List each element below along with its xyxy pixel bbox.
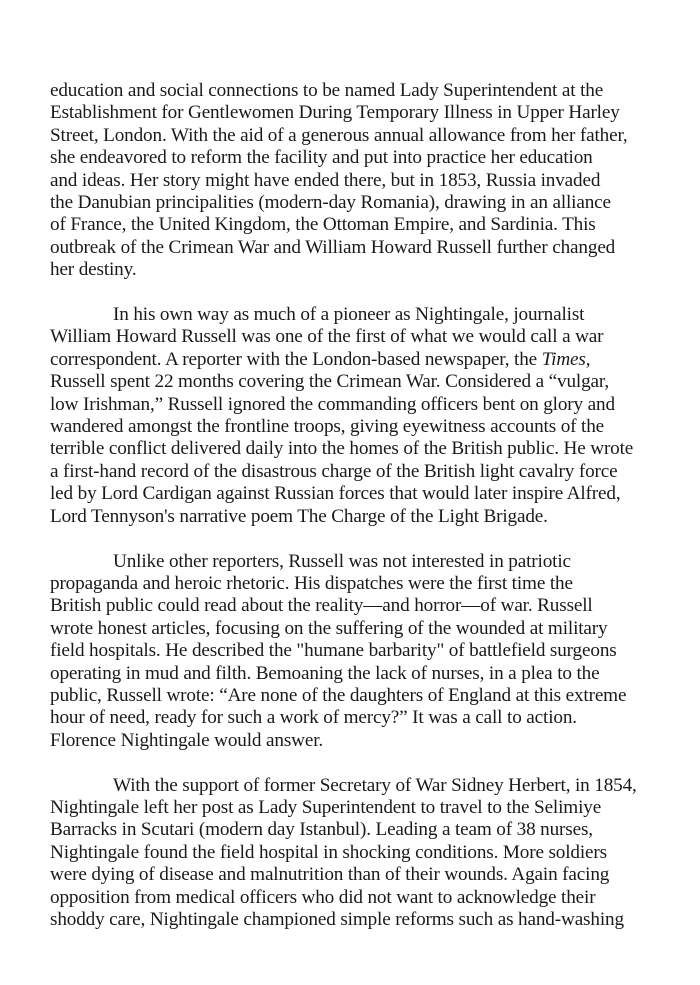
text-line: Nightingale found the field hospital in shocking conditions. More soldiers (50, 841, 607, 863)
text-line: Florence Nightingale would answer. (50, 729, 324, 751)
text-line: British public could read about the reality—and horror—of war. Russell (50, 595, 593, 617)
text-line: a first-hand record of the disastrous charge of the British light cavalry force (50, 460, 618, 482)
paragraph-1 (50, 80, 670, 282)
text-line: operating in mud and filth. Bemoaning the lack of nurses, in a plea to the (50, 662, 600, 684)
text-line: William Howard Russell was one of the first of what we would call a war (50, 326, 604, 348)
text-line: the Danubian principalities (modern-day Romania), drawing in an alliance (50, 192, 611, 214)
text-line: Establishment for Gentlewomen During Temporary Illness in Upper Harley (50, 102, 620, 124)
text-line: hour of need, ready for such a work of mercy?” It was a call to action. (50, 707, 577, 729)
text-line: education and social connections to be named Lady Superintendent at the (50, 80, 604, 101)
text-line: Nightingale left her post as Lady Superintendent to travel to the Selimiye (50, 796, 602, 818)
text-line: led by Lord Cardigan against Russian forces that would later inspire Alfred, (50, 483, 621, 505)
text-line: her destiny. (50, 259, 137, 281)
text-segment: , (585, 348, 591, 370)
text-line: low Irishman,” Russell ignored the commanding officers bent on glory and (50, 393, 615, 415)
text-line: wandered amongst the frontline troops, giving eyewitness accounts of the (50, 416, 605, 438)
text-line: shoddy care, Nightingale championed simple reforms such as hand-washing (50, 908, 624, 930)
text-line: terrible conflict delivered daily into the homes of the British public. He wrote (50, 438, 634, 460)
text-line: With the support of former Secretary of War Sidney Herbert, in 1854, (113, 774, 637, 796)
paragraph-4 (50, 775, 670, 932)
text-line: she endeavored to reform the facility and put into practice her education (50, 147, 593, 169)
paragraph-2 (50, 304, 670, 528)
text-line (50, 349, 670, 371)
paragraph-3 (50, 551, 670, 753)
text-line: Lord Tennyson's narrative poem The Charge of the Light Brigade. (50, 505, 548, 527)
text-line: Unlike other reporters, Russell was not interested in patriotic (113, 550, 571, 572)
text-line: propaganda and heroic rhetoric. His dispatches were the first time the (50, 572, 573, 594)
text-line: of France, the United Kingdom, the Ottoman Empire, and Sardinia. This (50, 214, 596, 236)
text-line: were dying of disease and malnutrition than of their wounds. Again facing (50, 864, 610, 886)
text-line: field hospitals. He described the "humane barbarity" of battlefield surgeons (50, 640, 617, 662)
text-line: Russell spent 22 months covering the Crimean War. Considered a “vulgar, (50, 371, 609, 393)
text-line: Barracks in Scutari (modern day Istanbul). Leading a team of 38 nurses, (50, 819, 593, 841)
text-line: opposition from medical officers who did not want to acknowledge their (50, 886, 596, 908)
newspaper-title: Times (541, 348, 586, 370)
text-line: public, Russell wrote: “Are none of the daughters of England at this extreme (50, 684, 627, 706)
text-line: Street, London. With the aid of a generous annual allowance from her father, (50, 124, 628, 146)
text-segment: correspondent. A reporter with the London-based newspaper, the (50, 348, 542, 370)
text-line: and ideas. Her story might have ended there, but in 1853, Russia invaded (50, 169, 601, 191)
text-line: outbreak of the Crimean War and William Howard Russell further changed (50, 236, 616, 258)
text-line: In his own way as much of a pioneer as Nightingale, journalist (113, 304, 585, 326)
document-page (50, 80, 670, 954)
text-line: wrote honest articles, focusing on the suffering of the wounded at military (50, 617, 608, 639)
